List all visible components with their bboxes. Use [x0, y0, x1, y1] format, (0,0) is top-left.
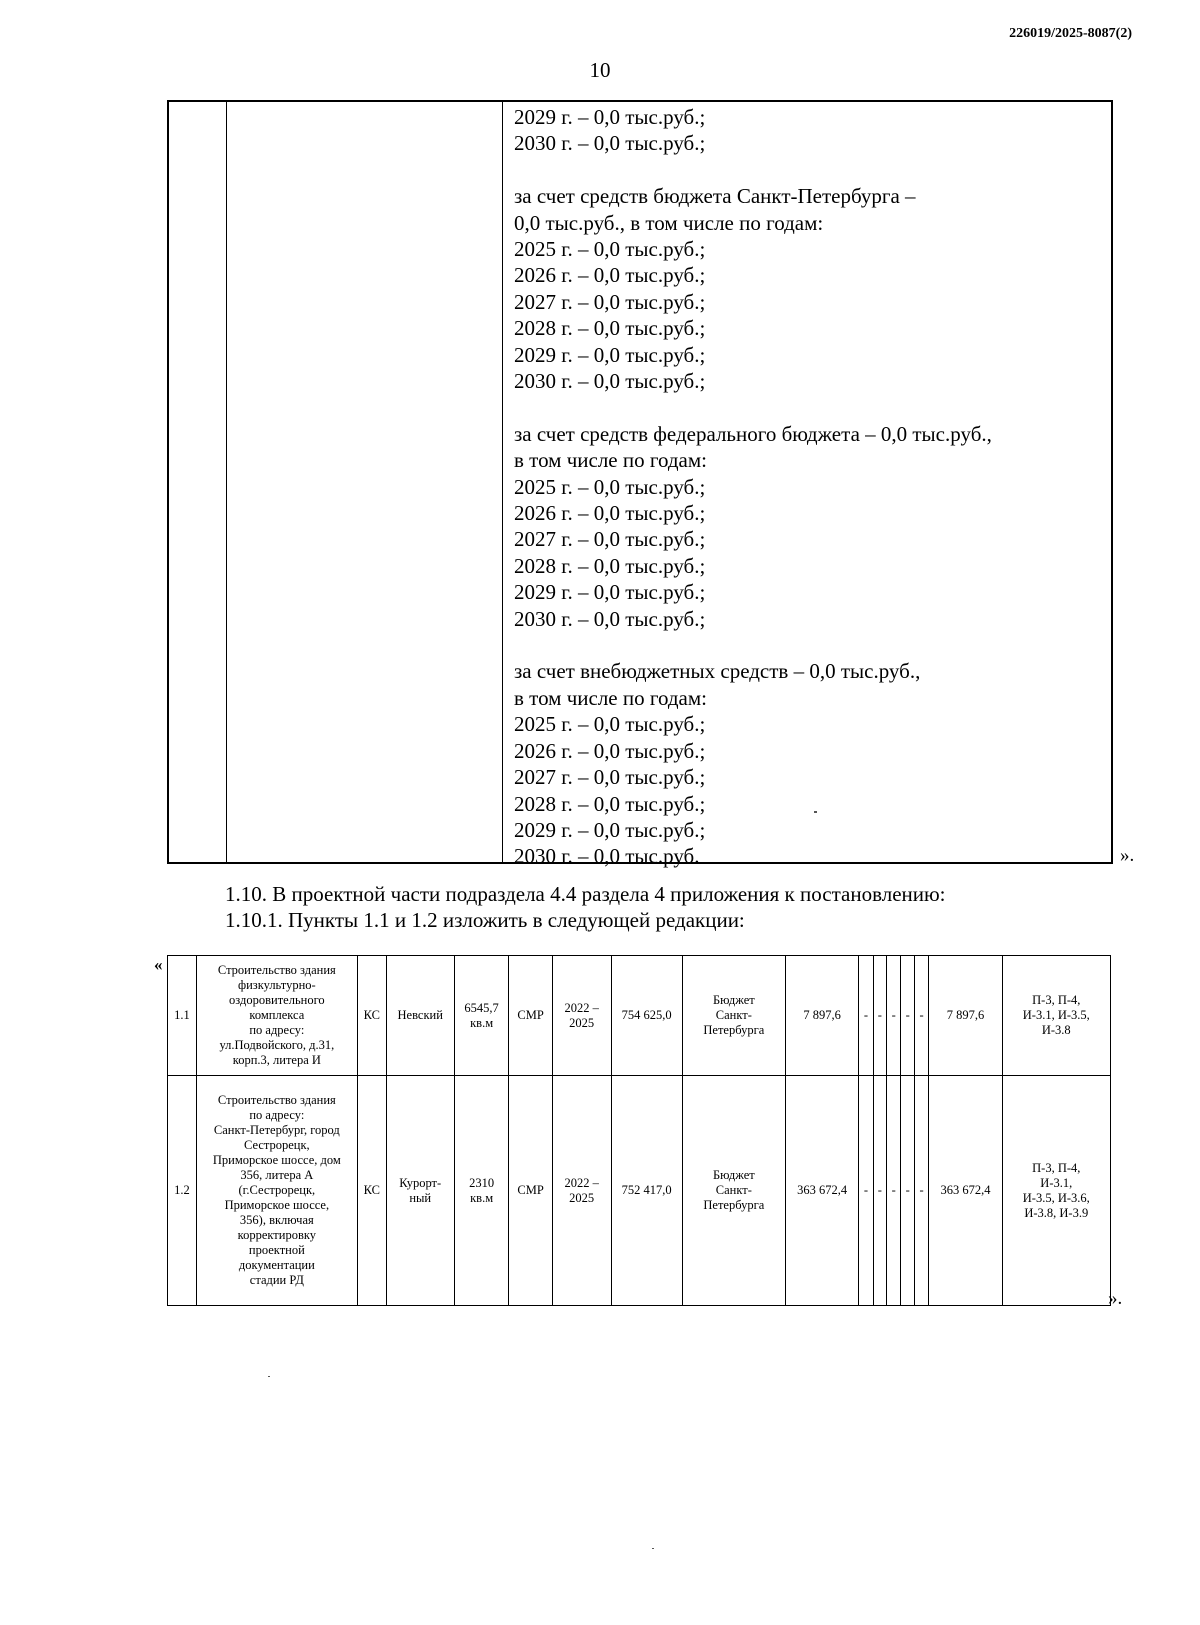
object-name-line: корректировку: [237, 1228, 317, 1242]
table-column-divider: [226, 102, 227, 862]
financing-line: 0,0 тыс.руб., в том числе по годам:: [514, 210, 824, 235]
amount-total-cell: 363 672,4: [929, 1076, 1002, 1306]
object-name-cell: [196, 1076, 357, 1306]
paragraph-1-10-1: 1.10.1. Пункты 1.1 и 1.2 изложить в следующей редакции:: [225, 908, 745, 932]
closing-quote: ».: [1120, 845, 1135, 866]
work-type-cell: СМР: [509, 956, 552, 1076]
indicator-codes-cell: [1002, 956, 1110, 1076]
financing-block-extrabudgetary: [514, 658, 992, 869]
object-name-line: стадии РД: [249, 1273, 304, 1287]
financing-line: 2029 г. – 0,0 тыс.руб.;: [514, 105, 706, 129]
object-name-line: Строительство здания: [217, 1093, 336, 1107]
financing-line: 2025 г. – 0,0 тыс.руб.;: [514, 237, 706, 262]
funding-source-line: Бюджет: [712, 993, 755, 1007]
object-name-line: (г.Сестрорецк,: [238, 1183, 316, 1197]
financing-line: 2030 г. – 0,0 тыс.руб.;: [514, 606, 706, 631]
object-name-line: корп.3, литера И: [232, 1053, 321, 1067]
financing-text-cell: [514, 104, 992, 870]
dash-cell: -: [901, 1076, 914, 1306]
page-number: 10: [589, 58, 611, 82]
type-cell: КС: [357, 956, 386, 1076]
financing-line: 2027 г. – 0,0 тыс.руб.;: [514, 765, 706, 790]
object-name-line: 356), включая: [239, 1213, 314, 1227]
dash-cell: -: [873, 1076, 886, 1306]
area-unit: кв.м: [470, 1190, 494, 1205]
indicator-codes-line: И-3.1, И-3.5,: [1022, 1008, 1090, 1022]
financing-line: 2028 г. – 0,0 тыс.руб.;: [514, 791, 706, 816]
indicator-codes-line: П-3, П-4,: [1032, 1160, 1081, 1175]
dash-cell: -: [901, 956, 914, 1076]
indicator-codes-line: И-3.8, И-3.9: [1024, 1205, 1089, 1220]
financing-line: 2026 г. – 0,0 тыс.руб.;: [514, 738, 706, 763]
object-name-cell: [196, 956, 357, 1076]
financing-line: 2026 г. – 0,0 тыс.руб.;: [514, 501, 706, 526]
indicator-codes-line: И-3.5, И-3.6,: [1022, 1190, 1090, 1205]
financing-line: 2027 г. – 0,0 тыс.руб.;: [514, 527, 706, 552]
dash-cell: -: [859, 1076, 873, 1306]
area-cell: [454, 956, 509, 1076]
district-line: Курорт-: [399, 1175, 442, 1190]
financing-line: 2029 г. – 0,0 тыс.руб.;: [514, 817, 706, 842]
object-name-line: физкультурно-: [238, 978, 316, 992]
type-cell: КС: [357, 1076, 386, 1306]
closing-quote-table: ».: [1108, 1288, 1123, 1309]
financing-block: [514, 104, 992, 157]
funding-source-line: Петербурга: [703, 1198, 765, 1212]
financing-table: [167, 100, 1113, 869]
area-unit: кв.м: [470, 1015, 494, 1030]
paragraph-1-10: 1.10. В проектной части подраздела 4.4 раздела 4 приложения к постановлению:: [225, 882, 946, 906]
dash-cell: -: [914, 1076, 928, 1306]
dash-cell: -: [887, 956, 901, 1076]
financing-line: 2028 г. – 0,0 тыс.руб.;: [514, 316, 706, 341]
financing-line: в том числе по годам:: [514, 448, 707, 473]
indicator-codes-line: И-3.1,: [1040, 1175, 1073, 1190]
district-cell: Невский: [386, 956, 454, 1076]
financing-block-spb-budget: [514, 183, 992, 394]
object-name-line: Строительство здания: [217, 963, 336, 977]
amount-cell: 363 672,4: [785, 1076, 858, 1306]
object-name-line: Санкт-Петербург, город: [213, 1123, 340, 1137]
amount-cell: 7 897,6: [785, 956, 858, 1076]
financing-block-federal-budget: [514, 421, 992, 632]
object-name-line: ул.Подвойского, д.31,: [219, 1038, 335, 1052]
work-type-cell: СМР: [509, 1076, 552, 1306]
table-row: [168, 956, 1111, 1076]
funding-source-line: Петербурга: [703, 1023, 765, 1037]
document-registration-number: 226019/2025-8087(2): [1009, 26, 1132, 41]
period-cell: [552, 956, 611, 1076]
district-cell: [386, 1076, 454, 1306]
scan-speck: [268, 1376, 270, 1377]
financing-line: за счет внебюджетных средств – 0,0 тыс.руб.,: [514, 659, 921, 684]
indicator-codes-line: И-3.8: [1041, 1023, 1071, 1037]
indicator-codes-cell: [1002, 1076, 1110, 1306]
object-name-line: по адресу:: [249, 1108, 305, 1122]
period-cell: [552, 1076, 611, 1306]
project-table: [167, 955, 1111, 1306]
area-value: 6545,7: [464, 1000, 499, 1015]
funding-source-line: Бюджет: [712, 1168, 755, 1182]
financing-line: 2029 г. – 0,0 тыс.руб.;: [514, 342, 706, 367]
scan-speck: [652, 1548, 654, 1549]
funding-source-cell: [682, 1076, 785, 1306]
area-cell: [454, 1076, 509, 1306]
total-cost-cell: 754 625,0: [611, 956, 682, 1076]
period-end: 2025: [569, 1015, 595, 1030]
object-name-line: по адресу:: [249, 1023, 305, 1037]
object-name-line: 356, литера А: [240, 1168, 314, 1182]
dash-cell: -: [914, 956, 928, 1076]
indicator-codes-line: П-3, П-4,: [1032, 993, 1081, 1007]
object-name-line: Приморское шоссе, дом: [212, 1153, 341, 1167]
period-end: 2025: [569, 1190, 595, 1205]
financing-line: 2025 г. – 0,0 тыс.руб.;: [514, 474, 706, 499]
object-name-line: оздоровительного: [229, 993, 325, 1007]
row-number: 1.1: [168, 956, 197, 1076]
financing-line: 2030 г. – 0,0 тыс.руб.;: [514, 131, 706, 156]
scan-speck: [814, 811, 817, 813]
object-name-line: Приморское шоссе,: [224, 1198, 330, 1212]
financing-line: 2030 г. – 0,0 тыс.руб.: [514, 844, 700, 869]
dash-cell: -: [873, 956, 886, 1076]
period-start: 2022 –: [564, 1000, 599, 1015]
financing-line: 2027 г. – 0,0 тыс.руб.;: [514, 289, 706, 314]
period-start: 2022 –: [564, 1175, 599, 1190]
opening-quote: «: [154, 955, 163, 974]
funding-source-line: Санкт-: [715, 1008, 752, 1022]
funding-source-line: Санкт-: [715, 1183, 752, 1197]
financing-line: 2025 г. – 0,0 тыс.руб.;: [514, 712, 706, 737]
dash-cell: -: [859, 956, 873, 1076]
row-number: 1.2: [168, 1076, 197, 1306]
financing-line: 2030 г. – 0,0 тыс.руб.;: [514, 369, 706, 394]
table-row: [168, 1076, 1111, 1306]
financing-line: за счет средств бюджета Санкт-Петербурга –: [514, 184, 916, 209]
object-name-line: Сестрорецк,: [243, 1138, 310, 1152]
financing-line: в том числе по годам:: [514, 685, 707, 710]
dash-cell: -: [887, 1076, 901, 1306]
object-name-line: комплекса: [249, 1008, 305, 1022]
financing-line: 2026 г. – 0,0 тыс.руб.;: [514, 263, 706, 288]
financing-line: 2029 г. – 0,0 тыс.руб.;: [514, 580, 706, 605]
amount-total-cell: 7 897,6: [929, 956, 1002, 1076]
financing-line: 2028 г. – 0,0 тыс.руб.;: [514, 553, 706, 578]
financing-line: за счет средств федерального бюджета – 0,0 тыс.руб.,: [514, 421, 992, 446]
total-cost-cell: 752 417,0: [611, 1076, 682, 1306]
district-line: ный: [409, 1190, 432, 1205]
object-name-line: документации: [238, 1258, 315, 1272]
object-name-line: проектной: [248, 1243, 305, 1257]
table-column-divider: [502, 102, 503, 862]
area-value: 2310: [469, 1175, 495, 1190]
funding-source-cell: [682, 956, 785, 1076]
